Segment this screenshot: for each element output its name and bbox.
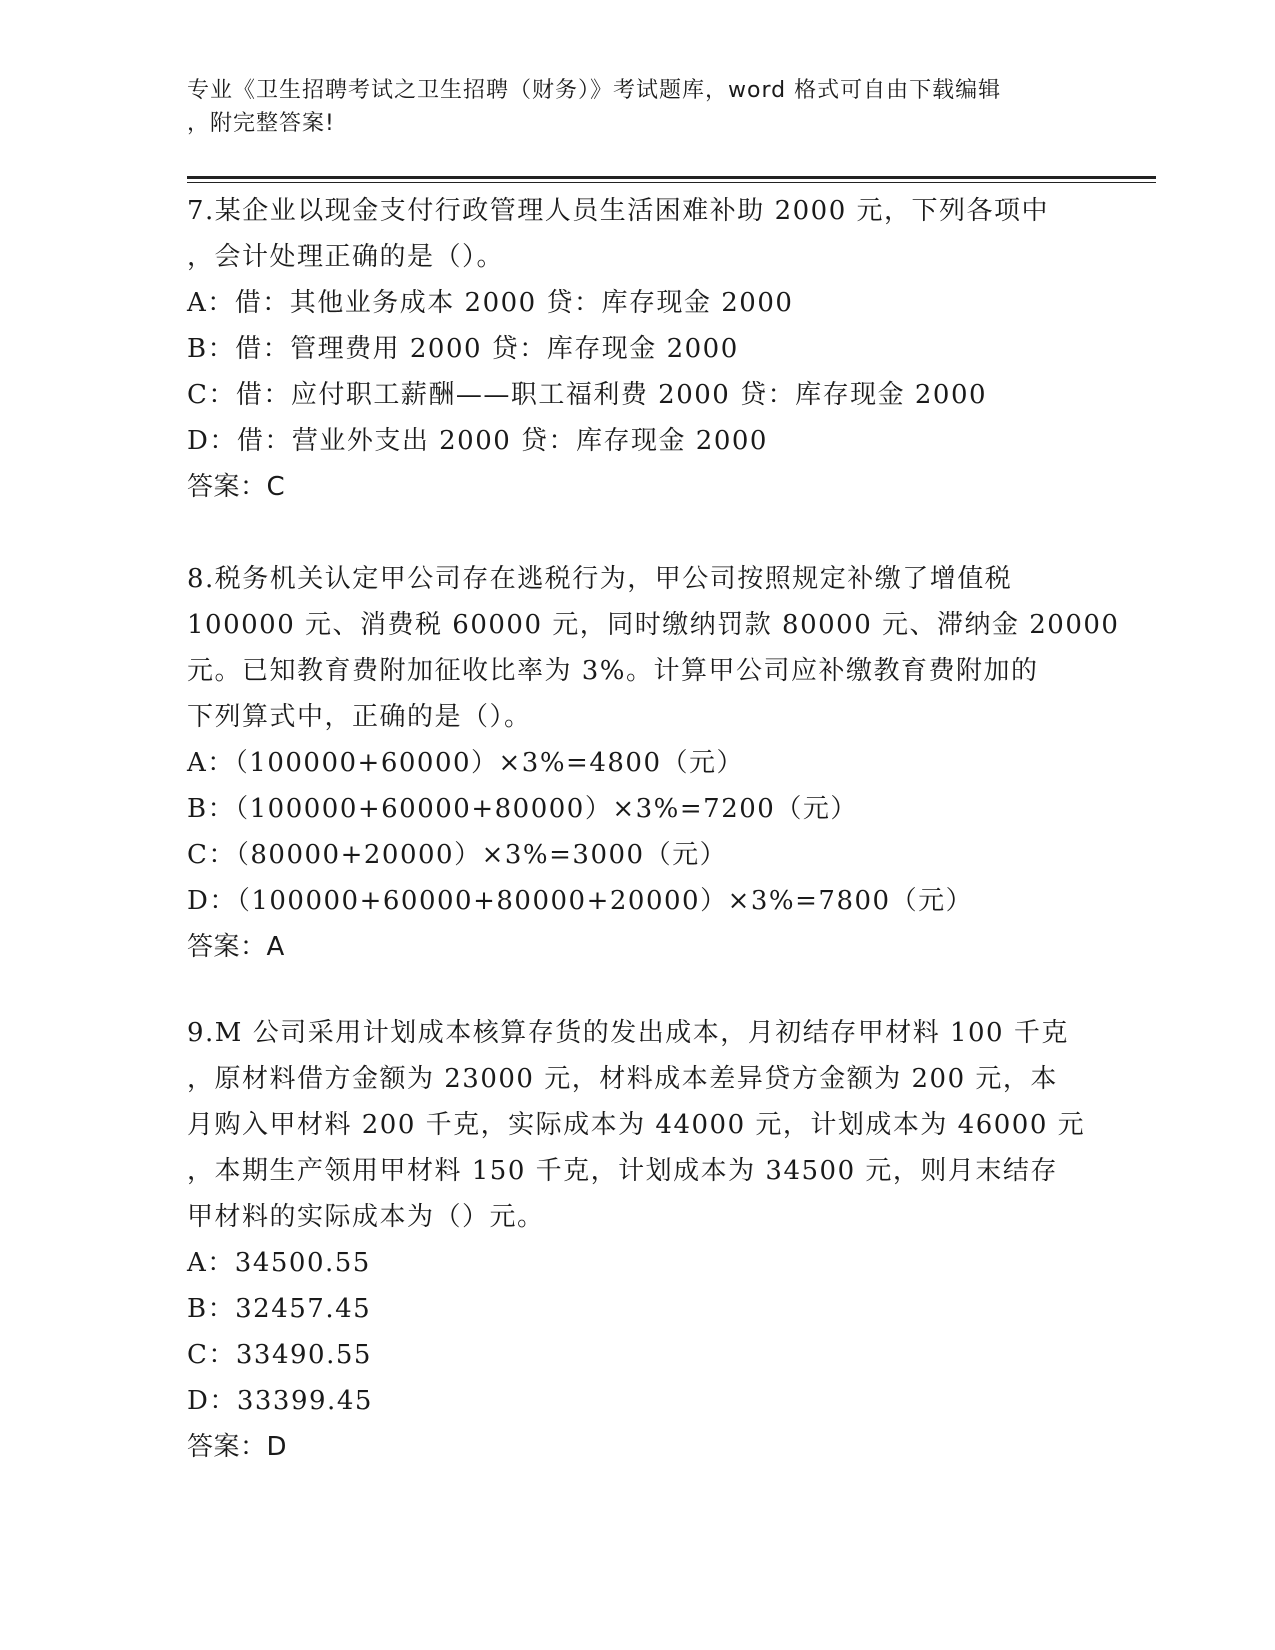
- option-c: C：33490.55: [187, 1340, 372, 1370]
- question-8: [187, 556, 1120, 970]
- option-a: A：（100000+60000）×3%=4800（元）: [187, 748, 745, 778]
- header-divider: [187, 176, 1156, 179]
- option-a: A：借：其他业务成本 2000 贷：库存现金 2000: [187, 288, 794, 318]
- option-c: C：借：应付职工薪酬——职工福利费 2000 贷：库存现金 2000: [187, 380, 988, 410]
- question-stem-line: 月购入甲材料 200 千克，实际成本为 44000 元，计划成本为 46000 元: [187, 1110, 1086, 1140]
- header-divider-thin: [187, 182, 1156, 183]
- question-stem-line: 9.M 公司采用计划成本核算存货的发出成本，月初结存甲材料 100 千克: [187, 1018, 1069, 1048]
- option-d: D：（100000+60000+80000+20000）×3%=7800（元）: [187, 886, 974, 916]
- question-stem-line: ，会计处理正确的是（）。: [187, 242, 505, 272]
- question-stem-line: ，本期生产领用甲材料 150 千克，计划成本为 34500 元，则月末结存: [187, 1156, 1058, 1186]
- option-d: D：33399.45: [187, 1386, 373, 1416]
- answer-line: 答案：A: [187, 932, 285, 962]
- answer-line: 答案：D: [187, 1432, 288, 1462]
- option-d: D：借：营业外支出 2000 贷：库存现金 2000: [187, 426, 768, 456]
- question-stem-line: 8.税务机关认定甲公司存在逃税行为，甲公司按照规定补缴了增值税: [187, 564, 1013, 594]
- option-c: C：（80000+20000）×3%=3000（元）: [187, 840, 728, 870]
- option-b: B：借：管理费用 2000 贷：库存现金 2000: [187, 334, 739, 364]
- option-a: A：34500.55: [187, 1248, 371, 1278]
- document-header: [187, 74, 1087, 140]
- question-stem-line: ，原材料借方金额为 23000 元，材料成本差异贷方金额为 200 元，本: [187, 1064, 1058, 1094]
- question-7: [187, 188, 1087, 510]
- question-stem-line: 100000 元、消费税 60000 元，同时缴纳罚款 80000 元、滞纳金 20000: [187, 610, 1120, 640]
- question-stem-line: 下列算式中，正确的是（）。: [187, 702, 532, 732]
- header-line: 专业《卫生招聘考试之卫生招聘（财务）》考试题库，word 格式可自由下载编辑: [187, 78, 1002, 103]
- option-b: B：32457.45: [187, 1294, 372, 1324]
- question-stem-line: 元。已知教育费附加征收比率为 3%。计算甲公司应补缴教育费附加的: [187, 656, 1039, 686]
- question-stem-line: 甲材料的实际成本为（）元。: [187, 1202, 545, 1232]
- answer-line: 答案：C: [187, 472, 286, 502]
- question-stem-line: 7.某企业以现金支付行政管理人员生活困难补助 2000 元，下列各项中: [187, 196, 1050, 226]
- option-b: B：（100000+60000+80000）×3%=7200（元）: [187, 794, 858, 824]
- question-9: [187, 1010, 1087, 1470]
- header-line: ，附完整答案!: [187, 111, 335, 136]
